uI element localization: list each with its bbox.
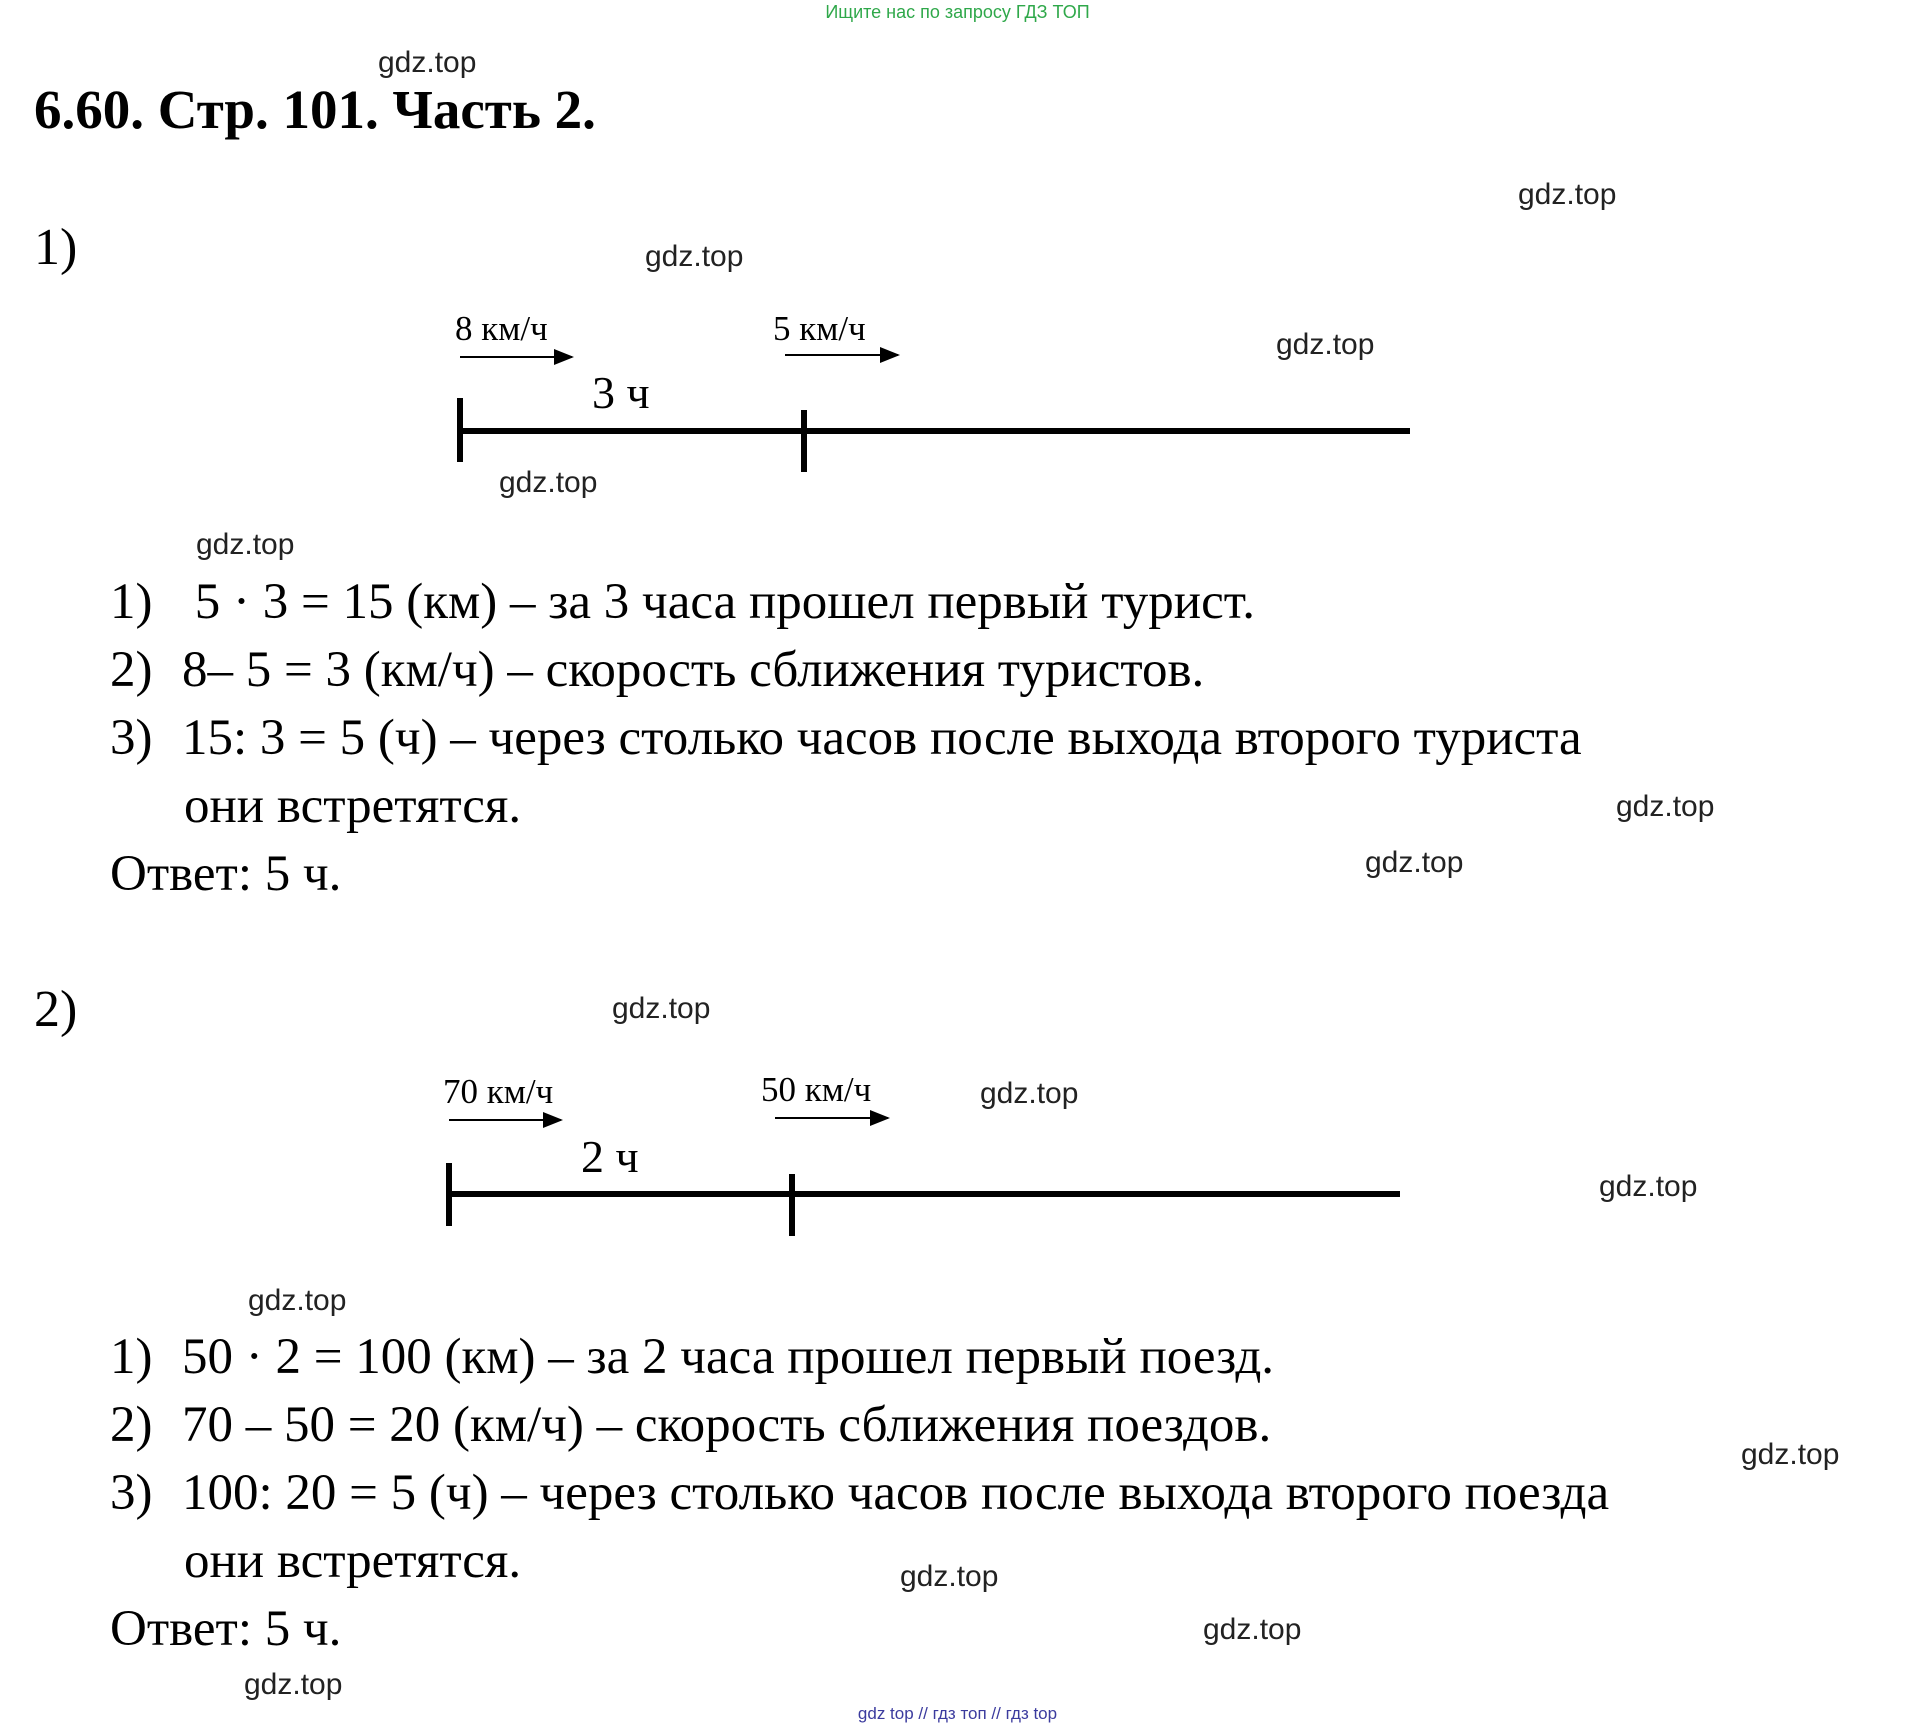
step-number: 2) (110, 642, 153, 698)
watermark: gdz.top (1203, 1613, 1302, 1646)
step-text: 8– 5 = 3 (км/ч) – скорость сближения туристов. (182, 642, 1205, 698)
watermark: gdz.top (1276, 328, 1375, 361)
part2-step-2 (110, 1396, 1271, 1454)
page-title: 6.60. Стр. 101. Часть 2. (34, 79, 596, 140)
part1-answer: Ответ: 5 ч. (110, 846, 342, 902)
part2-label: 2) (34, 981, 78, 1038)
part2-step-1 (110, 1328, 1274, 1386)
bottom-banner: gdz top // гдз топ // гдз top (857, 1704, 1058, 1723)
watermark: gdz.top (1741, 1438, 1840, 1471)
part2-speed-right: 50 км/ч (761, 1070, 872, 1109)
part1-step-1 (110, 573, 1255, 631)
watermark: gdz.top (980, 1077, 1079, 1110)
step-text: 100: 20 = 5 (ч) – через столько часов после выхода второго поезда (182, 1465, 1610, 1521)
watermark: gdz.top (196, 528, 295, 561)
part1-label: 1) (34, 219, 78, 276)
watermark: gdz.top (612, 992, 711, 1025)
part2-step-3 (110, 1464, 1609, 1522)
step-number: 3) (110, 1465, 153, 1521)
step-number: 3) (110, 710, 153, 766)
step-number: 1) (110, 574, 153, 630)
watermark: gdz.top (378, 46, 477, 79)
part2-answer: Ответ: 5 ч. (110, 1601, 342, 1657)
watermark: gdz.top (248, 1284, 347, 1317)
watermark: gdz.top (1518, 178, 1617, 211)
step-text: 5 · 3 = 15 (км) – за 3 часа прошел первый турист. (182, 574, 1255, 630)
watermark: gdz.top (499, 466, 598, 499)
step-text: 50 · 2 = 100 (км) – за 2 часа прошел первый поезд. (182, 1329, 1275, 1385)
watermark: gdz.top (900, 1560, 999, 1593)
part2-step-3-continuation: они встретятся. (184, 1533, 522, 1589)
part1-time: 3 ч (592, 367, 650, 418)
part1-speed-left: 8 км/ч (455, 309, 548, 348)
part1-step-3 (110, 709, 1582, 767)
top-banner: Ищите нас по запросу ГДЗ ТОП (825, 2, 1090, 22)
step-text: 15: 3 = 5 (ч) – через столько часов после выхода второго туриста (182, 710, 1582, 766)
step-text: 70 – 50 = 20 (км/ч) – скорость сближения поездов. (182, 1397, 1272, 1453)
watermark: gdz.top (1616, 790, 1715, 823)
part1-step-2 (110, 641, 1204, 699)
part1-step-3-continuation: они встретятся. (184, 778, 522, 834)
watermark: gdz.top (1365, 846, 1464, 879)
step-number: 1) (110, 1329, 153, 1385)
watermark: gdz.top (1599, 1170, 1698, 1203)
part2-speed-left: 70 км/ч (443, 1072, 554, 1111)
watermark: gdz.top (244, 1668, 343, 1701)
watermark: gdz.top (645, 240, 744, 273)
step-number: 2) (110, 1397, 153, 1453)
part2-time: 2 ч (581, 1131, 639, 1182)
part1-speed-right: 5 км/ч (773, 309, 866, 348)
